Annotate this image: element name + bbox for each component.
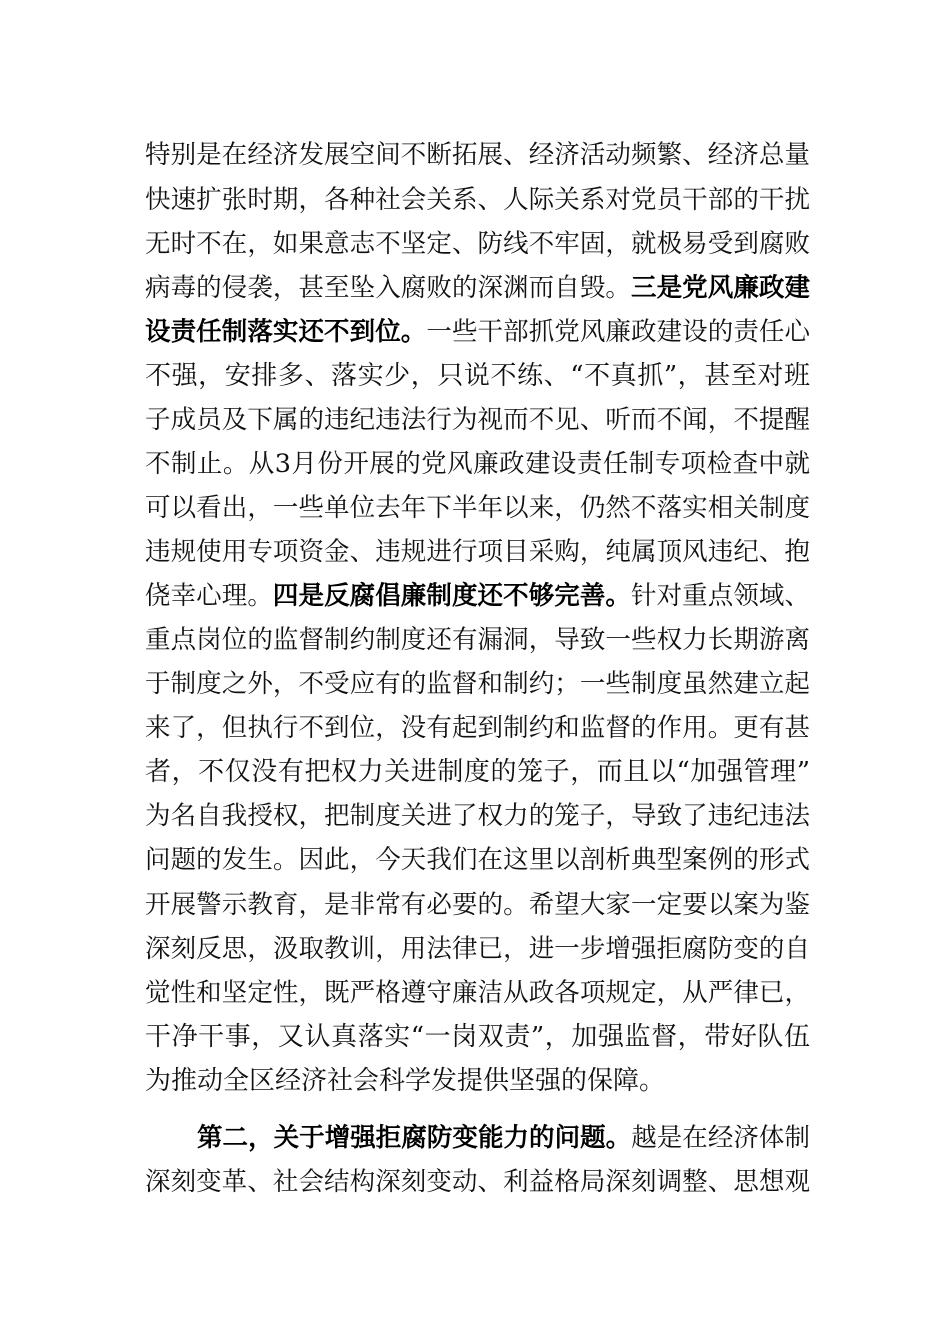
text-line-22 <box>145 1061 810 1101</box>
text-segment: 可以看出，一些单位去年下半年以来，仍然不落实相关制度 <box>145 493 810 523</box>
text-line-7 <box>145 400 810 440</box>
text-segment: 为推动全区经济社会科学发提供坚强的保障。 <box>145 1066 666 1096</box>
bold-heading-segment: 第二，关于增强拒腐防变能力的问题。 <box>197 1123 632 1153</box>
text-segment: 觉性和坚定性，既严格遵守廉洁从政各项规定，从严律已， <box>145 978 810 1008</box>
bold-heading-segment: 设责任制落实还不到位。 <box>145 317 427 347</box>
text-line-21 <box>145 1017 810 1057</box>
text-line-19 <box>145 929 810 969</box>
text-line-13 <box>145 664 810 704</box>
text-segment: 来了，但执行不到位，没有起到制约和监督的作用。更有甚 <box>145 713 810 743</box>
text-line-3 <box>145 224 810 264</box>
text-line-5 <box>145 312 810 352</box>
text-line-16 <box>145 796 810 836</box>
text-segment: 不制止。从3月份开展的党风廉政建设责任制专项检查中就 <box>145 449 810 479</box>
text-line-24 <box>145 1162 810 1202</box>
bold-heading-segment: 四是反腐倡廉制度还不够完善。 <box>272 581 632 611</box>
text-segment: 一些干部抓党风廉政建设的责任心 <box>426 317 810 347</box>
text-segment: 为名自我授权，把制度关进了权力的笼子，导致了违纪违法 <box>145 801 810 831</box>
text-line-10 <box>145 532 810 572</box>
text-line-23 <box>197 1118 810 1158</box>
text-line-6 <box>145 356 810 396</box>
text-segment: 不强，安排多、落实少，只说不练、“不真抓”，甚至对班 <box>145 361 810 391</box>
text-segment: 重点岗位的监督制约制度还有漏洞，导致一些权力长期游离 <box>145 625 810 655</box>
text-segment: 侥幸心理。 <box>145 581 273 611</box>
text-line-20 <box>145 973 810 1013</box>
bold-heading-segment: 三是党风廉政建 <box>631 273 810 303</box>
text-line-9 <box>145 488 810 528</box>
text-segment: 越是在经济体制 <box>631 1123 810 1153</box>
text-segment: 病毒的侵袭，甚至坠入腐败的深渊而自毁。 <box>145 273 631 303</box>
text-line-18 <box>145 885 810 925</box>
text-segment: 子成员及下属的违纪违法行为视而不见、听而不闻，不提醒 <box>145 405 810 435</box>
text-segment: 开展警示教育，是非常有必要的。希望大家一定要以案为鉴 <box>145 890 810 920</box>
text-segment: 问题的发生。因此，今天我们在这里以剖析典型案例的形式 <box>145 845 810 875</box>
text-segment: 无时不在，如果意志不坚定、防线不牢固，就极易受到腐败 <box>145 229 810 259</box>
text-segment: 针对重点领域、 <box>631 581 810 611</box>
text-segment: 者，不仅没有把权力关进制度的笼子，而且以“加强管理” <box>145 757 810 787</box>
text-line-14 <box>145 708 810 748</box>
text-line-2 <box>145 180 810 220</box>
text-line-4 <box>145 268 810 308</box>
text-line-17 <box>145 840 810 880</box>
text-segment: 快速扩张时期，各种社会关系、人际关系对党员干部的干扰 <box>145 185 810 215</box>
text-segment: 违规使用专项资金、违规进行项目采购，纯属顶风违纪、抱 <box>145 537 810 567</box>
text-segment: 深刻反思，汲取教训，用法律已，进一步增强拒腐防变的自 <box>145 934 810 964</box>
text-line-12 <box>145 620 810 660</box>
text-line-1 <box>145 135 810 175</box>
text-line-15 <box>145 752 810 792</box>
text-segment: 于制度之外，不受应有的监督和制约；一些制度虽然建立起 <box>145 669 810 699</box>
text-line-11 <box>145 576 810 616</box>
text-segment: 特别是在经济发展空间不断拓展、经济活动频繁、经济总量 <box>145 140 810 170</box>
text-line-8 <box>145 444 810 484</box>
text-segment: 深刻变革、社会结构深刻变动、利益格局深刻调整、思想观 <box>145 1167 810 1197</box>
text-segment: 干净干事，又认真落实“一岗双责”，加强监督，带好队伍 <box>145 1022 810 1052</box>
